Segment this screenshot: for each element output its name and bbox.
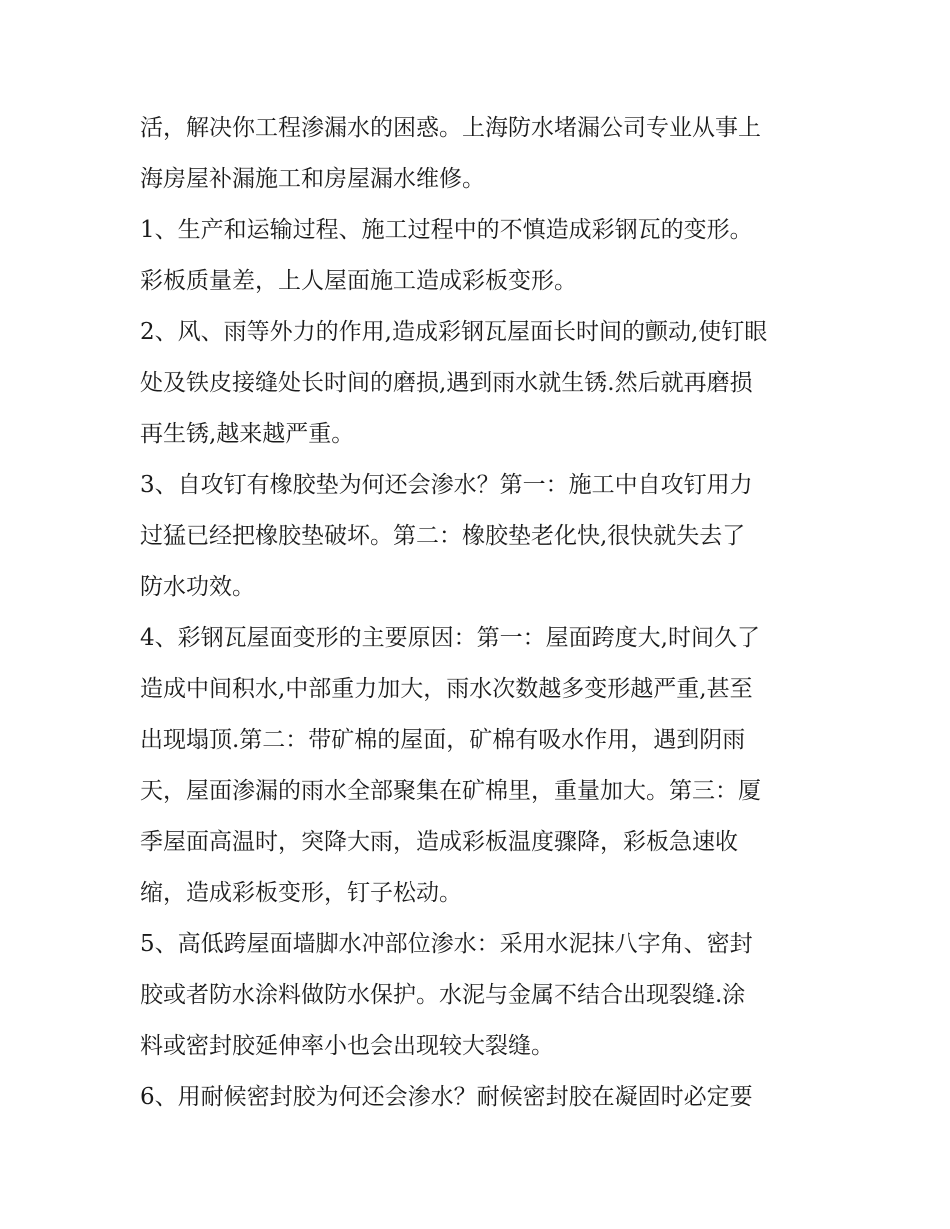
text-line: 2、风、雨等外力的作用,造成彩钢瓦屋面长时间的颤动,使钉眼 <box>140 319 768 345</box>
text-line: 过猛已经把橡胶垫破坏。第二：橡胶垫老化快,很快就失去了 <box>140 523 746 549</box>
text-line: 造成中间积水,中部重力加大，雨水次数越多变形越严重,甚至 <box>140 676 753 702</box>
text-line: 海房屋补漏施工和房屋漏水维修。 <box>140 166 485 192</box>
text-line: 胶或者防水涂料做防水保护。水泥与金属不结合出现裂缝.涂 <box>140 982 746 1008</box>
text-line: 活，解决你工程渗漏水的困惑。上海防水堵漏公司专业从事上 <box>140 115 761 141</box>
text-line: 6、用耐候密封胶为何还会渗水？耐候密封胶在凝固时必定要 <box>140 1084 753 1110</box>
paragraph-item-5 <box>140 919 820 1072</box>
text-line: 料或密封胶延伸率小也会出现较大裂缝。 <box>140 1033 554 1059</box>
text-line: 天，屋面渗漏的雨水全部聚集在矿棉里，重量加大。第三：厦 <box>140 778 761 804</box>
paragraph-item-2 <box>140 307 820 460</box>
text-line: 防水功效。 <box>140 574 255 600</box>
paragraph-item-4 <box>140 613 820 919</box>
text-line: 5、高低跨屋面墙脚水冲部位渗水：采用水泥抹八字角、密封 <box>140 931 753 957</box>
text-line: 处及铁皮接缝处长时间的磨损,遇到雨水就生锈.然后就再磨损 <box>140 370 753 396</box>
document-body <box>140 103 820 1123</box>
text-line: 彩板质量差，上人屋面施工造成彩板变形。 <box>140 268 577 294</box>
paragraph-intro <box>140 103 820 205</box>
text-line: 1、生产和运输过程、施工过程中的不慎造成彩钢瓦的变形。 <box>140 217 753 243</box>
text-line: 再生锈,越来越严重。 <box>140 421 355 447</box>
text-line: 3、自攻钉有橡胶垫为何还会渗水？第一：施工中自攻钉用力 <box>140 472 753 498</box>
paragraph-item-3 <box>140 460 820 613</box>
text-line: 出现塌顶.第二：带矿棉的屋面，矿棉有吸水作用，遇到阴雨 <box>140 727 746 753</box>
paragraph-item-6 <box>140 1072 820 1123</box>
paragraph-item-1 <box>140 205 820 307</box>
text-line: 季屋面高温时，突降大雨，造成彩板温度骤降，彩板急速收 <box>140 829 738 855</box>
text-line: 缩，造成彩板变形，钉子松动。 <box>140 880 462 906</box>
text-line: 4、彩钢瓦屋面变形的主要原因：第一：屋面跨度大,时间久了 <box>140 625 760 651</box>
